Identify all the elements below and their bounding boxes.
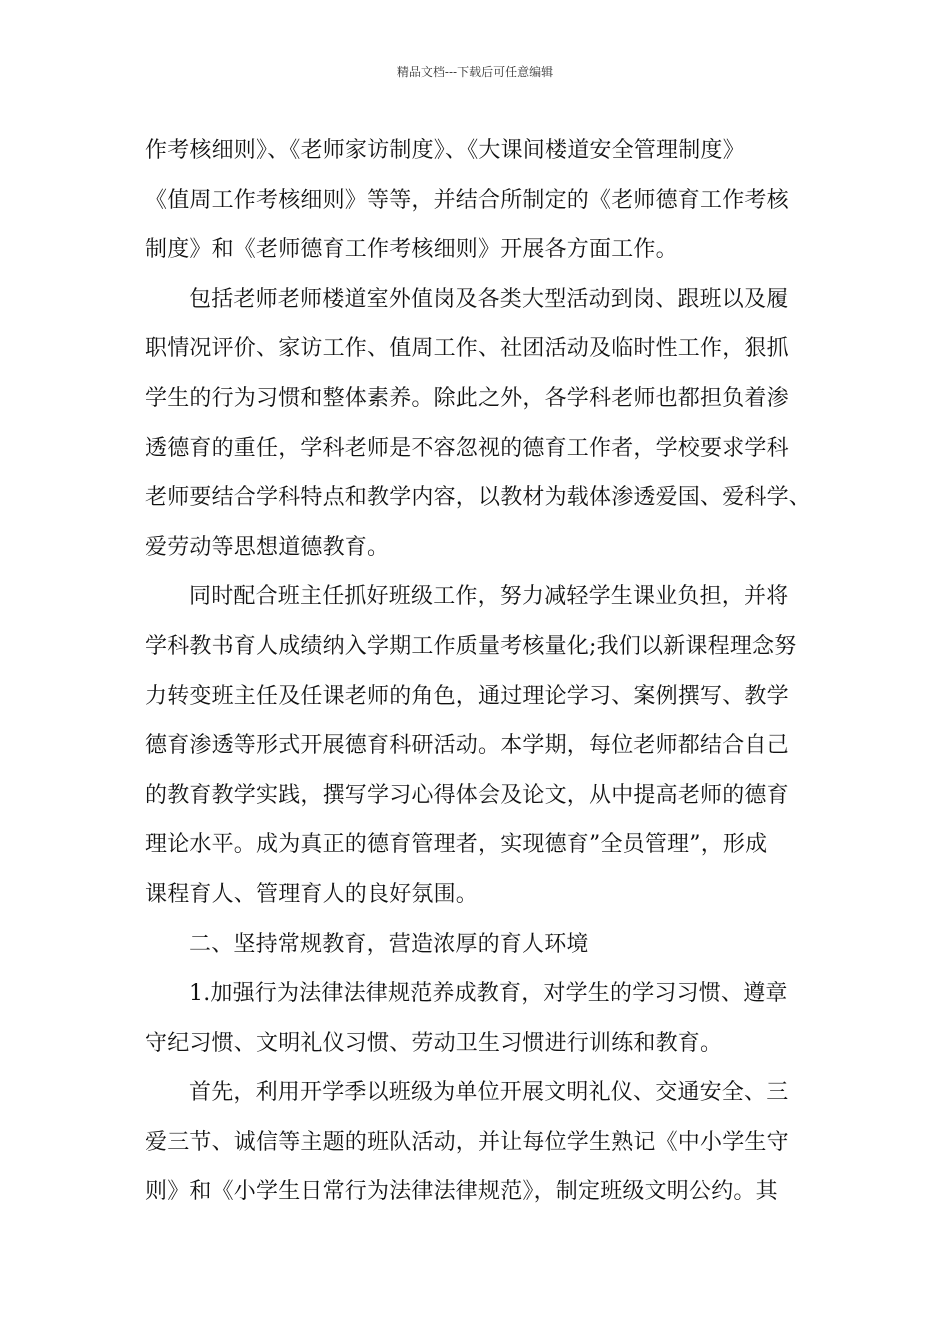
text-line: 理论水平。成为真正的德育管理者，实现德育”全员管理”，形成: [145, 832, 768, 858]
text-line: 的教育教学实践，撰写学习心得体会及论文，从中提高老师的德育: [145, 782, 789, 808]
text-line: 课程育人、管理育人的良好氛围。: [145, 881, 479, 907]
page-header: 精品文档---下载后可任意编辑: [396, 65, 554, 79]
text-line: 力转变班主任及任课老师的角色，通过理论学习、案例撰写、教学: [145, 683, 789, 709]
text-line: 透德育的重任，学科老师是不容忽视的德育工作者，学校要求学科: [145, 435, 789, 461]
text-line: 爱三节、诚信等主题的班队活动，并让每位学生熟记《中小学生守: [145, 1129, 789, 1155]
text-line: 老师要结合学科特点和教学内容，以教材为载体渗透爱国、爱科学、: [145, 485, 812, 511]
text-line: 同时配合班主任抓好班级工作，努力减轻学生课业负担，并将: [189, 584, 789, 610]
text-line: 作考核细则》、《老师家访制度》、《大课间楼道安全管理制度》: [145, 138, 745, 163]
text-line: 二、坚持常规教育，营造浓厚的育人环境: [189, 931, 589, 957]
text-line: 1.加强行为法律法律规范养成教育，对学生的学习习惯、遵章: [189, 981, 788, 1007]
text-line: 则》和《小学生日常行为法律法律规范》，制定班级文明公约。其: [145, 1179, 778, 1205]
text-line: 学生的行为习惯和整体素养。除此之外，各学科老师也都担负着渗: [145, 385, 789, 411]
text-line: 德育渗透等形式开展德育科研活动。本学期，每位老师都结合自己: [145, 733, 789, 759]
text-line: 首先，利用开学季以班级为单位开展文明礼仪、交通安全、三: [189, 1080, 789, 1106]
text-line: 守纪习惯、文明礼仪习惯、劳动卫生习惯进行训练和教育。: [145, 1030, 723, 1056]
text-line: 职情况评价、家访工作、值周工作、社团活动及临时性工作，狠抓: [145, 336, 789, 362]
text-line: 《值周工作考核细则》等等，并结合所制定的《老师德育工作考核: [145, 187, 789, 213]
text-line: 学科教书育人成绩纳入学期工作质量考核量化;我们以新课程理念努: [145, 633, 797, 659]
text-line: 制度》和《老师德育工作考核细则》开展各方面工作。: [145, 237, 678, 263]
text-line: 包括老师老师楼道室外值岗及各类大型活动到岗、跟班以及履: [189, 286, 789, 312]
text-line: 爱劳动等思想道德教育。: [145, 534, 390, 560]
document-body: [145, 126, 835, 1217]
